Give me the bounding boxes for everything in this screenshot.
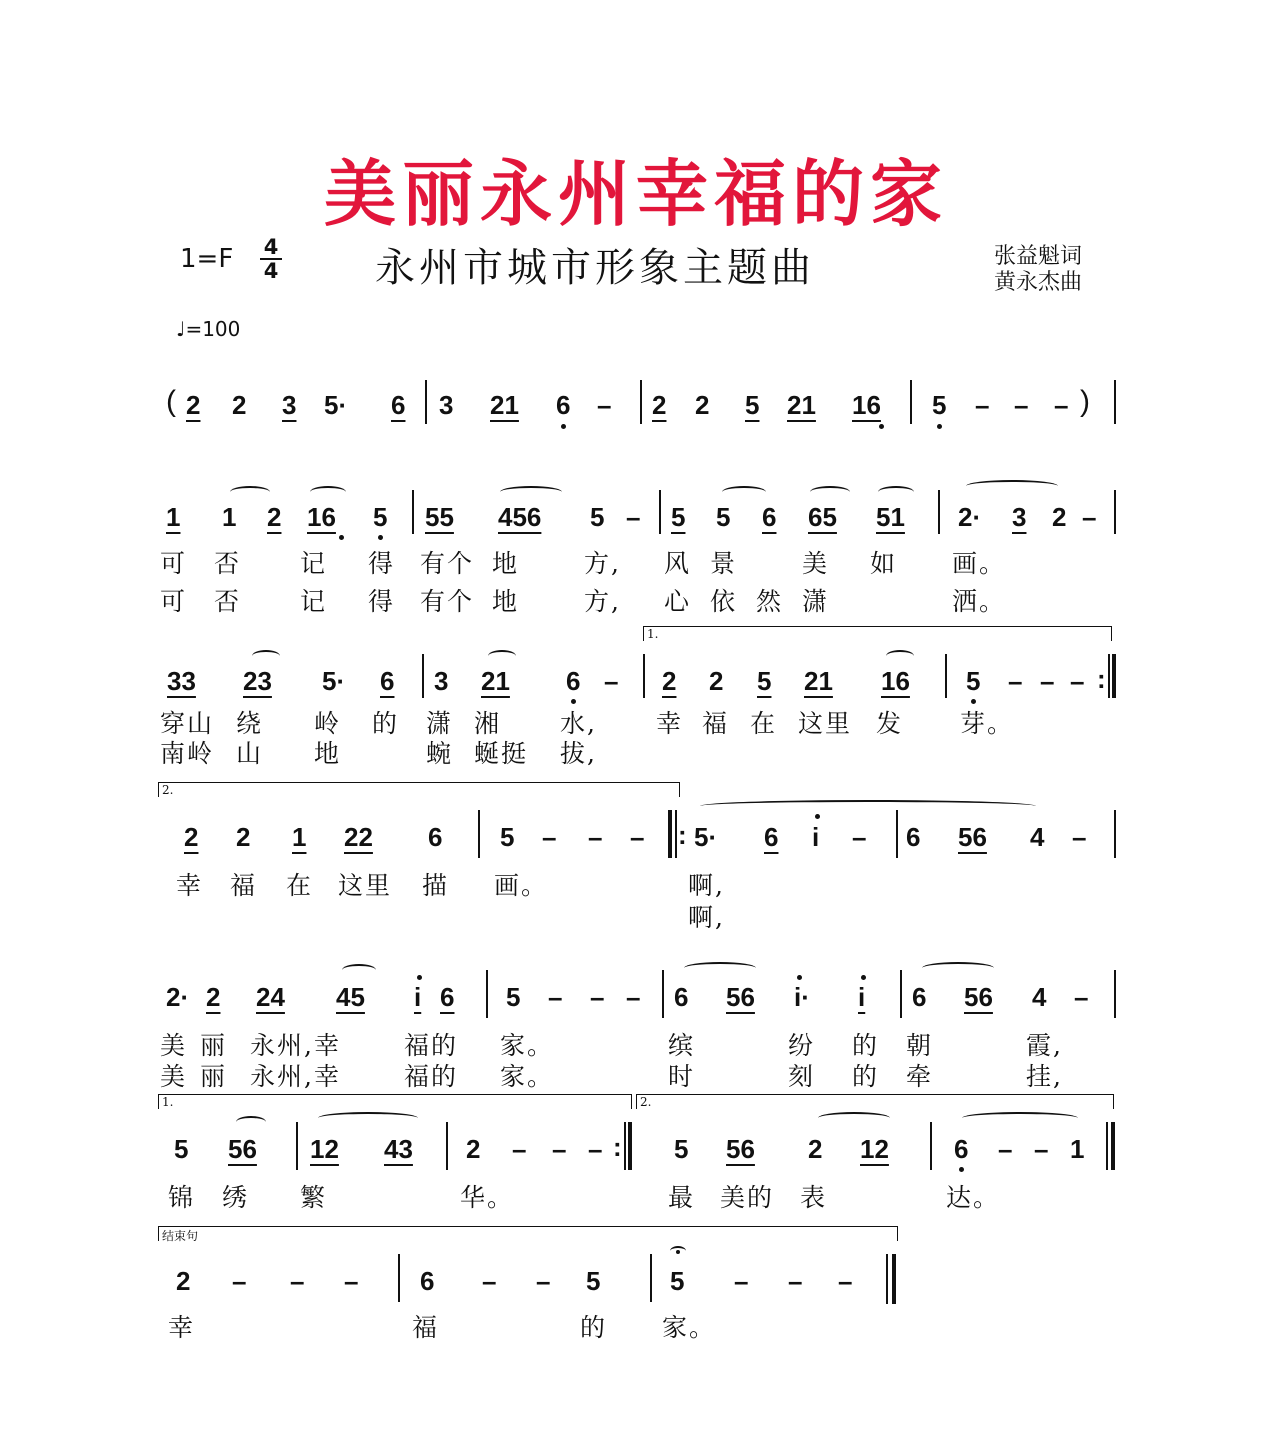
slur: [310, 486, 346, 498]
dash: –: [590, 982, 605, 1012]
dash: –: [290, 1266, 305, 1296]
lyric: 繁: [300, 1183, 328, 1212]
lyric: 福: [412, 1313, 440, 1342]
note: 6: [391, 390, 406, 420]
barline: [1114, 490, 1116, 534]
dash: –: [542, 822, 557, 852]
barline: [900, 970, 902, 1018]
credits: [994, 244, 1082, 296]
high-octave-dot: [861, 975, 866, 980]
note: 5: [932, 390, 947, 420]
note: 5: [674, 1134, 689, 1164]
dash: –: [512, 1134, 527, 1164]
low-octave-dot: [561, 424, 566, 429]
lyric: 依: [710, 587, 738, 616]
lyric: 记: [300, 587, 328, 616]
end-repeat-barline: [628, 1122, 632, 1170]
note: 2: [206, 982, 221, 1012]
note: 5: [500, 822, 515, 852]
lyric: 的: [580, 1313, 608, 1342]
lyric: 福: [230, 871, 258, 900]
dash: –: [1054, 390, 1069, 420]
note: 3: [439, 390, 454, 420]
dash: –: [588, 822, 603, 852]
final-barline: [892, 1254, 896, 1304]
note: 3: [282, 390, 297, 420]
dash: –: [1014, 390, 1029, 420]
dash: –: [344, 1266, 359, 1296]
note: 21: [481, 666, 510, 696]
note: 6: [420, 1266, 435, 1296]
volta-bracket-first: 1.: [158, 1094, 632, 1109]
open-paren: (: [166, 385, 176, 418]
high-octave-dot: [417, 975, 422, 980]
note: 1: [292, 822, 307, 852]
note: 56: [958, 822, 987, 852]
note: i: [812, 822, 820, 852]
note: 5: [373, 502, 388, 532]
note: 43: [384, 1134, 413, 1164]
slur: [500, 486, 562, 498]
time-signature-top: 4: [263, 235, 279, 259]
start-repeat-barline: [668, 810, 672, 858]
barline: [662, 970, 664, 1018]
note: 65: [808, 502, 837, 532]
lyric: 华。: [460, 1183, 515, 1212]
dash: –: [630, 822, 645, 852]
lyric: 南岭: [160, 739, 215, 768]
lyric: 芽。: [960, 709, 1015, 738]
slur: [318, 1112, 418, 1124]
note: 56: [228, 1134, 257, 1164]
dash: –: [552, 1134, 567, 1164]
barline: [1108, 654, 1110, 698]
lyric: 丽: [200, 1062, 228, 1091]
lyric: 锦: [168, 1183, 196, 1212]
lyric: 得: [368, 549, 396, 578]
lyric: 福: [702, 709, 730, 738]
note: 51: [876, 502, 905, 532]
barline: [675, 810, 677, 858]
volta-bracket-2: 2.: [158, 782, 680, 797]
lyric: 绕: [236, 709, 264, 738]
barline: [478, 810, 480, 858]
dash: –: [482, 1266, 497, 1296]
lyric: 发: [876, 709, 904, 738]
slur: [488, 650, 516, 662]
note: 55: [425, 502, 454, 532]
note: 2: [652, 390, 667, 420]
slur: [722, 486, 766, 498]
note: 1: [1070, 1134, 1085, 1164]
dash: –: [998, 1134, 1013, 1164]
lyric: 福的: [404, 1031, 459, 1060]
note: 16: [307, 502, 336, 532]
barline: [624, 1122, 626, 1170]
lyric: 风: [664, 549, 692, 578]
repeat-dots: :: [678, 820, 687, 850]
dash: –: [548, 982, 563, 1012]
slur: [966, 480, 1058, 492]
lyric: 画。: [494, 871, 549, 900]
note: 6: [440, 982, 455, 1012]
note: 5·: [322, 666, 346, 696]
lyric: 绣: [222, 1183, 250, 1212]
note: 2·: [958, 502, 982, 532]
lyric: 啊,: [688, 903, 725, 932]
note: 4: [1032, 982, 1047, 1012]
barline: [945, 654, 947, 698]
note: 12: [310, 1134, 339, 1164]
lyric: 美: [160, 1062, 188, 1091]
barline: [640, 380, 642, 424]
low-octave-dot: [937, 424, 942, 429]
lyric: 蜒挺: [474, 739, 529, 768]
note: 2: [267, 502, 282, 532]
barline: [938, 490, 940, 534]
barline: [659, 490, 661, 534]
slur: [236, 1116, 266, 1128]
note: 6: [428, 822, 443, 852]
lyric: 幸: [168, 1313, 196, 1342]
note: 21: [804, 666, 833, 696]
slur: [818, 1112, 890, 1124]
lyric: 画。: [952, 549, 1007, 578]
lyric: 地: [314, 739, 342, 768]
dash: –: [626, 982, 641, 1012]
lyric: 幸: [656, 709, 684, 738]
dash: –: [1072, 822, 1087, 852]
barline: [910, 380, 912, 424]
note: 5: [670, 1266, 685, 1296]
slur: [886, 650, 914, 662]
note: 5·: [324, 390, 348, 420]
volta-bracket-second: 2.: [636, 1094, 1114, 1109]
lyric: 朝: [906, 1031, 934, 1060]
note: 5: [174, 1134, 189, 1164]
note: 56: [964, 982, 993, 1012]
note: 23: [243, 666, 272, 696]
dash: –: [597, 390, 612, 420]
high-octave-dot: [815, 814, 820, 819]
note: 5: [506, 982, 521, 1012]
volta-bracket-1: 1.: [643, 626, 1112, 641]
note: 6: [380, 666, 395, 696]
note: 6: [674, 982, 689, 1012]
lyric: 得: [368, 587, 396, 616]
note: 6: [912, 982, 927, 1012]
note: i: [414, 982, 422, 1012]
lyric: 可: [160, 549, 188, 578]
lyric: 的: [852, 1031, 880, 1060]
note: 2: [1052, 502, 1067, 532]
dash: –: [788, 1266, 803, 1296]
lyric: 霞,: [1026, 1031, 1063, 1060]
dash: –: [604, 666, 619, 696]
dash: –: [232, 1266, 247, 1296]
end-repeat-barline: [1112, 654, 1116, 698]
lyric: 地: [492, 587, 520, 616]
note: 456: [498, 502, 542, 532]
note: 5·: [694, 822, 718, 852]
lyric: 方,: [584, 549, 621, 578]
note: 2: [236, 822, 251, 852]
lyric: 刻: [788, 1062, 816, 1091]
barline: [1114, 810, 1116, 858]
lyric: 美: [160, 1031, 188, 1060]
lyric: 湘: [474, 709, 502, 738]
note: 6: [954, 1134, 969, 1164]
note: 5: [966, 666, 981, 696]
barline: [398, 1254, 400, 1302]
lyric: 丽: [200, 1031, 228, 1060]
lyric: 水,: [560, 709, 597, 738]
note: 21: [490, 390, 519, 420]
lyric: 最: [668, 1183, 696, 1212]
slur: [684, 962, 756, 974]
note: i: [858, 982, 866, 1012]
slur: [252, 650, 280, 662]
lyric: 表: [800, 1183, 828, 1212]
lyric: 如: [870, 549, 898, 578]
note: 45: [336, 982, 365, 1012]
dash: –: [1034, 1134, 1049, 1164]
lyric: 啊,: [688, 871, 725, 900]
note: 3: [434, 666, 449, 696]
note: 5: [586, 1266, 601, 1296]
lyric: 蜿: [426, 739, 454, 768]
low-octave-dot: [959, 1167, 964, 1172]
lyric: 时: [668, 1062, 696, 1091]
lyric: 景: [710, 549, 738, 578]
slur: [342, 964, 376, 976]
lyric: 拔,: [560, 739, 597, 768]
dash: –: [1008, 666, 1023, 696]
slur: [700, 800, 1036, 812]
note: 5: [716, 502, 731, 532]
dash: –: [852, 822, 867, 852]
barline: [1106, 1122, 1108, 1170]
barline: [650, 1254, 652, 1302]
note: 5: [757, 666, 772, 696]
lyric: 永州,幸: [250, 1031, 341, 1060]
lyric: 可: [160, 587, 188, 616]
lyric: 有个: [420, 587, 475, 616]
dash: –: [1070, 666, 1085, 696]
note: 6: [556, 390, 571, 420]
slur: [878, 486, 914, 498]
lyric: 记: [300, 549, 328, 578]
note: 1: [222, 502, 237, 532]
slur: [922, 962, 994, 974]
barline: [896, 810, 898, 858]
note: 2: [808, 1134, 823, 1164]
lyric: 这里: [338, 871, 393, 900]
repeat-dots: :: [1097, 664, 1106, 694]
lyric: 的: [372, 709, 400, 738]
ending-bracket: 结束句: [158, 1226, 898, 1241]
note: 2: [466, 1134, 481, 1164]
lyric: 在: [286, 871, 314, 900]
low-octave-dot: [339, 535, 344, 540]
note: 2: [662, 666, 677, 696]
note: 2: [176, 1266, 191, 1296]
lyric: 山: [236, 739, 264, 768]
barline: [412, 490, 414, 534]
dash: –: [536, 1266, 551, 1296]
key-signature: 1=F: [180, 244, 234, 274]
time-signature-bottom: 4: [263, 259, 279, 283]
lyric: 潇: [802, 587, 830, 616]
note: 2: [695, 390, 710, 420]
close-paren: ): [1080, 385, 1090, 418]
dash: –: [734, 1266, 749, 1296]
note: 2: [186, 390, 201, 420]
dash: –: [1040, 666, 1055, 696]
barline: [296, 1122, 298, 1170]
lyric: 家。: [662, 1313, 717, 1342]
note: 6: [762, 502, 777, 532]
lyric: 牵: [906, 1062, 934, 1091]
lyric: 有个: [420, 549, 475, 578]
note: 56: [726, 1134, 755, 1164]
lyric: 描: [422, 871, 450, 900]
dash: –: [626, 502, 641, 532]
dash: –: [588, 1134, 603, 1164]
lyric: 否: [214, 587, 242, 616]
note: 5: [671, 502, 686, 532]
barline: [446, 1122, 448, 1170]
lyric: 否: [214, 549, 242, 578]
slur: [810, 486, 850, 498]
dash: –: [1082, 502, 1097, 532]
dash: –: [975, 390, 990, 420]
note: 16: [881, 666, 910, 696]
note: 2: [232, 390, 247, 420]
lyric: 的: [852, 1062, 880, 1091]
dash: –: [1074, 982, 1089, 1012]
lyric: 在: [750, 709, 778, 738]
note: 2·: [166, 982, 190, 1012]
slur: [962, 1112, 1078, 1124]
lyric: 挂,: [1026, 1062, 1063, 1091]
lyric: 达。: [946, 1183, 1001, 1212]
note: 3: [1012, 502, 1027, 532]
lyric: 缤: [668, 1031, 696, 1060]
barline: [1114, 380, 1116, 424]
slur: [230, 486, 270, 498]
time-signature: [258, 236, 284, 282]
composer: 黄永杰曲: [994, 270, 1083, 295]
note: 22: [344, 822, 373, 852]
lyric: 幸: [176, 871, 204, 900]
lyric: 家。: [500, 1031, 555, 1060]
lyric: 家。: [500, 1062, 555, 1091]
lyric: 美: [802, 549, 830, 578]
lyric: 地: [492, 549, 520, 578]
note: 12: [860, 1134, 889, 1164]
note: 56: [726, 982, 755, 1012]
lyric: 穿山: [160, 709, 215, 738]
lyric: 心: [664, 587, 692, 616]
barline: [930, 1122, 932, 1170]
note: 21: [787, 390, 816, 420]
high-octave-dot: [797, 975, 802, 980]
barline: [643, 654, 645, 698]
barline: [425, 380, 427, 424]
dash: –: [838, 1266, 853, 1296]
note: 16: [852, 390, 881, 420]
song-title: 美丽永州幸福的家: [323, 151, 948, 236]
lyricist: 张益魁词: [994, 244, 1083, 269]
note: i·: [794, 982, 810, 1012]
lyric: 纷: [788, 1031, 816, 1060]
low-octave-dot: [378, 535, 383, 540]
lyric: 潇: [426, 709, 454, 738]
repeat-dots: :: [613, 1132, 622, 1162]
note: 6: [764, 822, 779, 852]
note: 4: [1030, 822, 1045, 852]
note: 6: [566, 666, 581, 696]
barline: [886, 1254, 888, 1304]
quarter-note-icon: ♩: [176, 317, 186, 341]
barline: [1114, 970, 1116, 1018]
note: 2: [709, 666, 724, 696]
lyric: 然: [756, 587, 784, 616]
tempo-marking: ♩=100: [176, 317, 241, 341]
lyric: 这里: [798, 709, 853, 738]
lyric: 岭: [314, 709, 342, 738]
note: 2: [184, 822, 199, 852]
low-octave-dot: [879, 424, 884, 429]
barline: [486, 970, 488, 1018]
lyric: 洒。: [952, 587, 1007, 616]
note: 5: [745, 390, 760, 420]
lyric: 福的: [404, 1062, 459, 1091]
note: 1: [166, 502, 181, 532]
lyric: 美的: [720, 1183, 775, 1212]
lyric: 永州,幸: [250, 1062, 341, 1091]
note: 33: [167, 666, 196, 696]
note: 5: [590, 502, 605, 532]
lyric: 方,: [584, 587, 621, 616]
song-subtitle: 永州市城市形象主题曲: [375, 245, 815, 291]
barline: [422, 654, 424, 698]
note: 6: [906, 822, 921, 852]
note: 24: [256, 982, 285, 1012]
fermata-dot: [676, 1250, 680, 1254]
final-barline: [1111, 1122, 1115, 1170]
